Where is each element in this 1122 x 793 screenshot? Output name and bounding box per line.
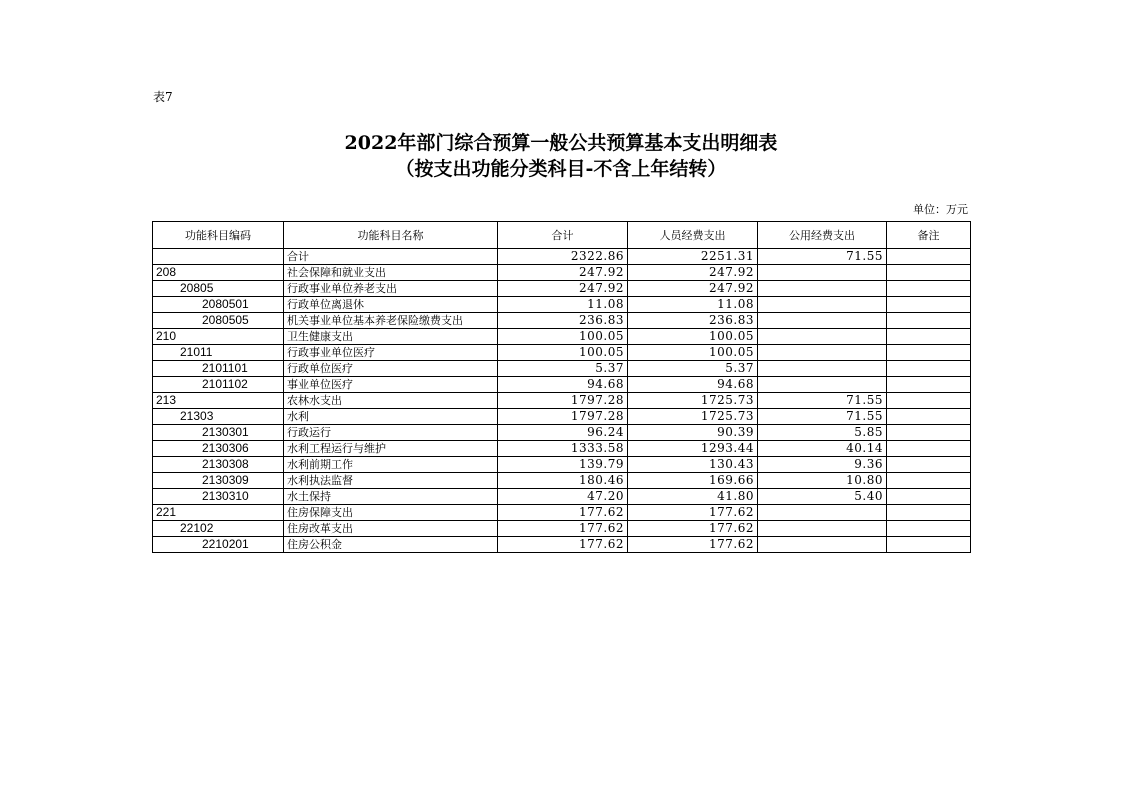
- cell-public: 71.55: [758, 409, 887, 425]
- cell-total: 1797.28: [498, 393, 628, 409]
- cell-note: [887, 409, 971, 425]
- cell-total: 177.62: [498, 537, 628, 553]
- header-public: 公用经费支出: [758, 222, 887, 249]
- table-row: [153, 489, 971, 505]
- cell-note: [887, 361, 971, 377]
- cell-note: [887, 345, 971, 361]
- cell-total: 5.37: [498, 361, 628, 377]
- cell-name: 水利执法监督: [284, 473, 498, 489]
- page-subtitle: （按支出功能分类科目-不含上年结转）: [395, 158, 727, 180]
- cell-staff: 236.83: [628, 313, 758, 329]
- cell-staff: 247.92: [628, 281, 758, 297]
- table-row: [153, 377, 971, 393]
- cell-code: 21303: [153, 409, 284, 425]
- cell-staff: 94.68: [628, 377, 758, 393]
- header-note: 备注: [887, 222, 971, 249]
- cell-total: 247.92: [498, 281, 628, 297]
- cell-code: 2130306: [153, 441, 284, 457]
- header-staff: 人员经费支出: [628, 222, 758, 249]
- cell-code: 21011: [153, 345, 284, 361]
- cell-note: [887, 313, 971, 329]
- cell-name: 住房公积金: [284, 537, 498, 553]
- cell-note: [887, 537, 971, 553]
- cell-total: 139.79: [498, 457, 628, 473]
- cell-public: 71.55: [758, 249, 887, 265]
- cell-name: 水利工程运行与维护: [284, 441, 498, 457]
- cell-note: [887, 425, 971, 441]
- cell-note: [887, 505, 971, 521]
- cell-total: 100.05: [498, 345, 628, 361]
- cell-code: 210: [153, 329, 284, 345]
- table-row: [153, 409, 971, 425]
- cell-name: 合计: [284, 249, 498, 265]
- cell-staff: 11.08: [628, 297, 758, 313]
- cell-code: 20805: [153, 281, 284, 297]
- cell-total: 96.24: [498, 425, 628, 441]
- table-row: [153, 457, 971, 473]
- cell-code: 2130301: [153, 425, 284, 441]
- cell-public: [758, 521, 887, 537]
- cell-total: 247.92: [498, 265, 628, 281]
- cell-name: 住房改革支出: [284, 521, 498, 537]
- table-number: 表7: [153, 90, 173, 104]
- cell-staff: 1293.44: [628, 441, 758, 457]
- cell-total: 94.68: [498, 377, 628, 393]
- cell-total: 47.20: [498, 489, 628, 505]
- cell-note: [887, 377, 971, 393]
- table-row: [153, 361, 971, 377]
- cell-code: 221: [153, 505, 284, 521]
- cell-code: 2210201: [153, 537, 284, 553]
- cell-staff: 90.39: [628, 425, 758, 441]
- cell-public: [758, 265, 887, 281]
- table-row: [153, 249, 971, 265]
- cell-name: 行政事业单位养老支出: [284, 281, 498, 297]
- table-row: [153, 297, 971, 313]
- cell-staff: 177.62: [628, 521, 758, 537]
- cell-code: 2080501: [153, 297, 284, 313]
- cell-staff: 177.62: [628, 505, 758, 521]
- cell-code: 2101102: [153, 377, 284, 393]
- cell-name: 行政事业单位医疗: [284, 345, 498, 361]
- cell-note: [887, 265, 971, 281]
- cell-staff: 5.37: [628, 361, 758, 377]
- cell-code: [153, 249, 284, 265]
- table-row: [153, 393, 971, 409]
- cell-name: 水利前期工作: [284, 457, 498, 473]
- cell-note: [887, 489, 971, 505]
- cell-note: [887, 329, 971, 345]
- cell-code: 2080505: [153, 313, 284, 329]
- cell-public: [758, 329, 887, 345]
- cell-public: 5.85: [758, 425, 887, 441]
- cell-public: [758, 505, 887, 521]
- cell-code: 208: [153, 265, 284, 281]
- table-row: [153, 265, 971, 281]
- cell-public: [758, 313, 887, 329]
- table-row: [153, 441, 971, 457]
- cell-staff: 100.05: [628, 329, 758, 345]
- cell-note: [887, 249, 971, 265]
- cell-total: 1333.58: [498, 441, 628, 457]
- cell-public: 71.55: [758, 393, 887, 409]
- cell-name: 行政单位医疗: [284, 361, 498, 377]
- cell-code: 22102: [153, 521, 284, 537]
- cell-name: 水利: [284, 409, 498, 425]
- cell-name: 农林水支出: [284, 393, 498, 409]
- cell-public: 40.14: [758, 441, 887, 457]
- cell-name: 事业单位医疗: [284, 377, 498, 393]
- cell-staff: 100.05: [628, 345, 758, 361]
- cell-code: 2130310: [153, 489, 284, 505]
- cell-name: 社会保障和就业支出: [284, 265, 498, 281]
- unit-label: 单位：万元: [913, 203, 968, 216]
- cell-public: [758, 297, 887, 313]
- cell-staff: 130.43: [628, 457, 758, 473]
- cell-code: 213: [153, 393, 284, 409]
- cell-note: [887, 393, 971, 409]
- table-row: [153, 281, 971, 297]
- cell-total: 236.83: [498, 313, 628, 329]
- cell-staff: 2251.31: [628, 249, 758, 265]
- table-row: [153, 329, 971, 345]
- table-row: [153, 521, 971, 537]
- table-row: [153, 537, 971, 553]
- cell-name: 住房保障支出: [284, 505, 498, 521]
- cell-name: 水土保持: [284, 489, 498, 505]
- cell-total: 177.62: [498, 505, 628, 521]
- cell-public: [758, 377, 887, 393]
- cell-public: 5.40: [758, 489, 887, 505]
- cell-staff: 1725.73: [628, 393, 758, 409]
- cell-total: 100.05: [498, 329, 628, 345]
- cell-name: 机关事业单位基本养老保险缴费支出: [284, 313, 498, 329]
- cell-public: [758, 361, 887, 377]
- cell-staff: 247.92: [628, 265, 758, 281]
- cell-name: 行政单位离退休: [284, 297, 498, 313]
- table-row: [153, 313, 971, 329]
- cell-total: 2322.86: [498, 249, 628, 265]
- cell-staff: 1725.73: [628, 409, 758, 425]
- table-row: [153, 345, 971, 361]
- cell-note: [887, 441, 971, 457]
- cell-staff: 169.66: [628, 473, 758, 489]
- header-code: 功能科目编码: [153, 222, 284, 249]
- budget-table: [152, 221, 971, 553]
- cell-name: 卫生健康支出: [284, 329, 498, 345]
- cell-public: [758, 281, 887, 297]
- table-row: [153, 425, 971, 441]
- cell-total: 1797.28: [498, 409, 628, 425]
- header-name: 功能科目名称: [284, 222, 498, 249]
- table-body: [153, 249, 971, 553]
- page-title: 2022年部门综合预算一般公共预算基本支出明细表: [344, 132, 778, 154]
- cell-public: [758, 345, 887, 361]
- cell-note: [887, 281, 971, 297]
- cell-note: [887, 473, 971, 489]
- cell-code: 2130309: [153, 473, 284, 489]
- cell-name: 行政运行: [284, 425, 498, 441]
- cell-total: 180.46: [498, 473, 628, 489]
- cell-staff: 177.62: [628, 537, 758, 553]
- cell-note: [887, 521, 971, 537]
- cell-note: [887, 457, 971, 473]
- cell-public: [758, 537, 887, 553]
- table-header-row: [153, 222, 971, 249]
- cell-staff: 41.80: [628, 489, 758, 505]
- table-row: [153, 473, 971, 489]
- cell-total: 177.62: [498, 521, 628, 537]
- cell-total: 11.08: [498, 297, 628, 313]
- cell-note: [887, 297, 971, 313]
- table-row: [153, 505, 971, 521]
- cell-code: 2130308: [153, 457, 284, 473]
- cell-public: 9.36: [758, 457, 887, 473]
- header-total: 合计: [498, 222, 628, 249]
- cell-public: 10.80: [758, 473, 887, 489]
- cell-code: 2101101: [153, 361, 284, 377]
